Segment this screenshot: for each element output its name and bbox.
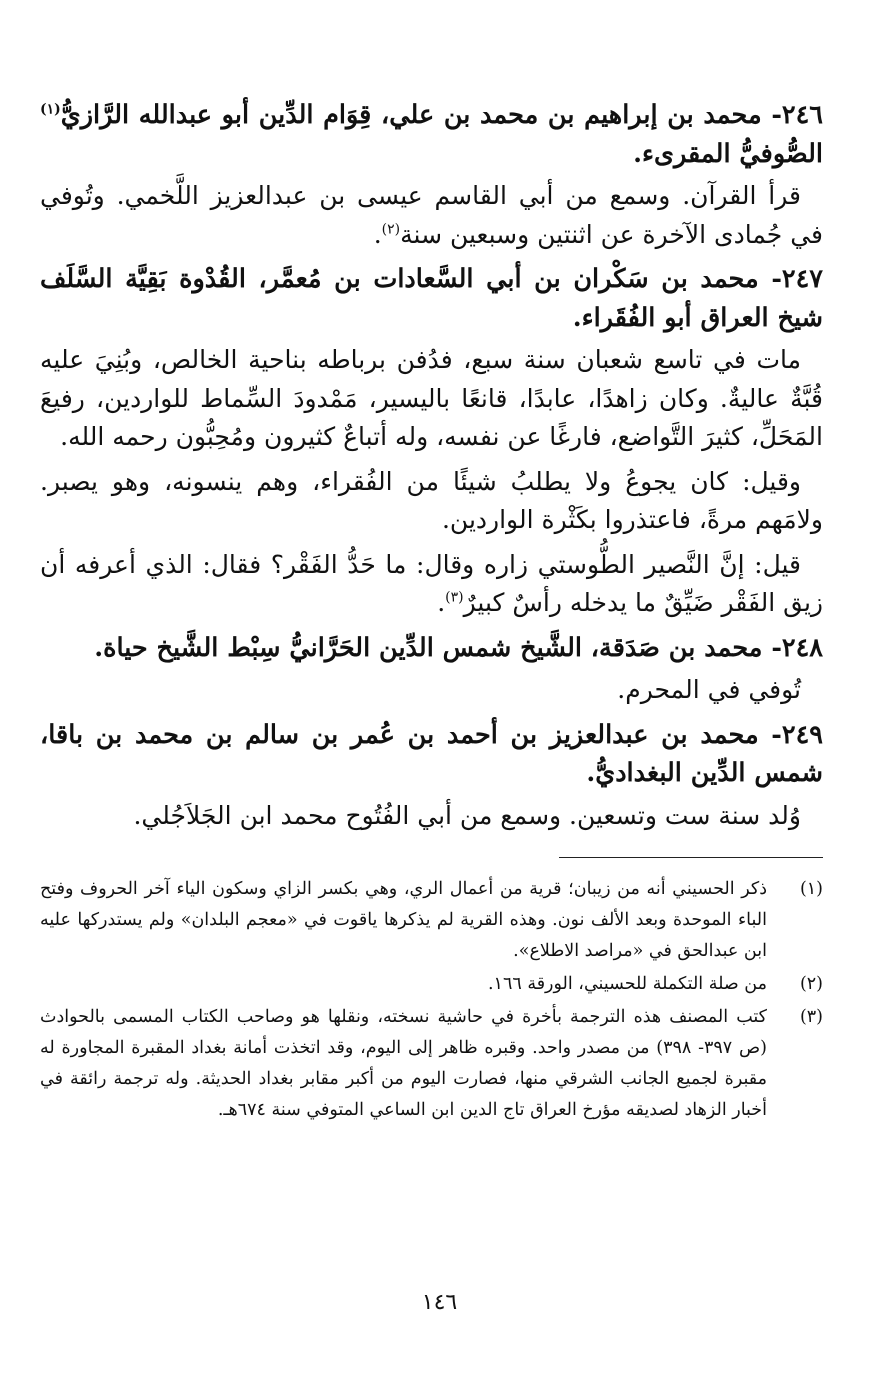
paragraph-text: وُلد سنة ست وتسعين. وسمع من أبي الفُتُوح محمد ابن الجَلاَجُلي.: [133, 800, 801, 830]
entry-248: [40, 629, 823, 710]
entry-paragraph: [40, 341, 823, 457]
entry-paragraph: [40, 546, 823, 623]
footnote-divider: [559, 857, 823, 858]
footnote-marker[interactable]: (٢): [381, 221, 401, 238]
entry-heading-text: ٢٤٦- محمد بن إبراهيم بن محمد بن علي، قِوَام الدِّين أبو عبدالله الرَّازيُّ: [60, 100, 823, 130]
paragraph-text: مات في تاسع شعبان سنة سبع، فدُفن برباطه بناحية الخالص، وبُنِيَ عليه قُبَّةٌ عاليةٌ. وكان زاهدًا، عابدًا، قانعًا باليسير، مَمْدودَ السِّماط للواردين، رفيعَ المَحَلِّ، كثيرَ التَّواضع، فارغًا عن نفسه، وله أتباعٌ كثيرون ومُحِبُّون رحمه الله.: [40, 345, 823, 451]
footnote-text: كتب المصنف هذه الترجمة بأخرة في حاشية نسخته، ونقلها هو وصاحب الكتاب المسمى بالحوادث (ص ٣٩٧- ٣٩٨) من مصدر واحد. وقبره ظاهر إلى اليوم، وقد اتخذت أمانة بغداد المقبرة المجاورة له مقبرة لجميع الجانب الشرقي منها، فصارت اليوم من أكبر مقابر بغداد الحديثة. وله ترجمة رائقة في أخبار الزهاد لصديقه مؤرخ العراق تاج الدين ابن الساعي المتوفي سنة ٦٧٤هـ.: [40, 1007, 767, 1120]
entry-paragraph: [40, 463, 823, 540]
entry-heading-text: ٢٤٩- محمد بن عبدالعزيز بن أحمد بن عُمر بن سالم بن محمد بن باقا، شمس الدِّين البغداديُّ.: [40, 719, 823, 788]
footnote-item: [40, 969, 823, 1000]
footnote-text: ذكر الحسيني أنه من زيبان؛ قرية من أعمال الري، وهي بكسر الزاي وسكون الياء آخر الحروف وفتح الباء الموحدة وبعد الألف نون. وهذه القرية لم يذكرها ياقوت في «معجم البلدان» ولم يستدركها عليه ابن عبدالحق في «مراصد الاطلاع».: [40, 879, 767, 961]
entry-heading: [40, 716, 823, 793]
entry-heading: [40, 629, 823, 668]
entry-heading-text: ٢٤٨- محمد بن صَدَقة، الشَّيخ شمس الدِّين الحَرَّانيُّ سِبْط الشَّيخ حياة.: [94, 632, 823, 663]
footnotes: [40, 874, 823, 1126]
entry-paragraph: [40, 797, 823, 836]
entry-247: [40, 260, 823, 623]
entry-paragraph: [40, 177, 823, 254]
footnote-item: [40, 874, 823, 967]
footnote-marker[interactable]: (١): [40, 101, 61, 118]
main-text: [40, 96, 823, 835]
footnote-marker[interactable]: (٣): [445, 589, 464, 606]
paragraph-text: قرأ القرآن. وسمع من أبي القاسم عيسى بن عبدالعزيز اللَّخمي. وتُوفي في جُمادى الآخرة عن اثنتين وسبعين سنة: [40, 181, 823, 249]
footnote-item: [40, 1002, 823, 1126]
paragraph-tail: .: [373, 219, 382, 249]
entry-249: [40, 716, 823, 836]
paragraph-text: وقيل: كان يجوعُ ولا يطلبُ شيئًا من الفُقراء، وهم ينسونه، وهو يصبر. ولامَهم مرةً، فاعتذروا بكَثْرة الواردين.: [40, 466, 823, 534]
paragraph-text: تُوفي في المحرم.: [617, 675, 801, 704]
footnote-label: (١): [799, 879, 823, 899]
footnote-label: (٣): [799, 1007, 823, 1027]
entry-heading: [40, 260, 823, 337]
entry-heading-tail: الصُّوفيُّ المقرىء.: [633, 138, 823, 169]
entry-heading-text: ٢٤٧- محمد بن سَكْران بن أبي السَّعادات بن مُعمَّر، القُدْوة بَقِيَّة السَّلَف شيخ العراق أبو الفُقَراء.: [40, 264, 823, 333]
paragraph-tail: .: [437, 588, 446, 617]
entry-246: [40, 96, 823, 254]
page-number: ١٤٦: [421, 1290, 458, 1315]
entry-heading: [40, 96, 823, 173]
footnote-text: من صلة التكملة للحسيني، الورقة ١٦٦.: [487, 974, 767, 994]
paragraph-text: قيل: إنَّ النَّصير الطُّوستي زاره وقال: ما حَدُّ الفَقْر؟ فقال: الذي أعرفه أن زيق الفَقْر ضَيِّقٌ ما يدخله رأسٌ كبيرٌ: [40, 549, 823, 617]
footnote-label: (٢): [799, 974, 823, 994]
entry-paragraph: [40, 671, 823, 710]
